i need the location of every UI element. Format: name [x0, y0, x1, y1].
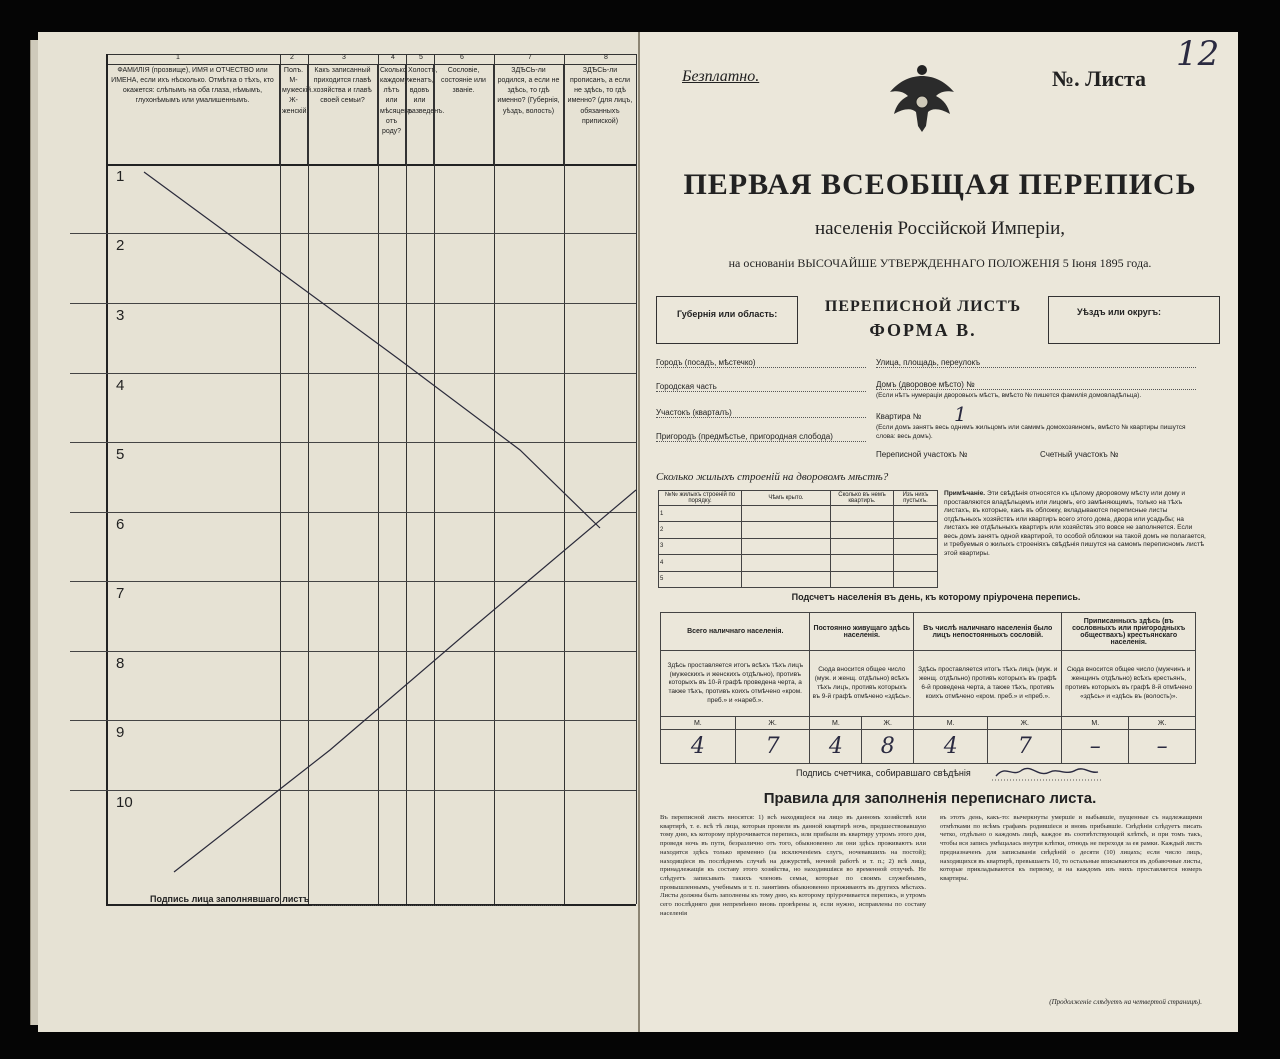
sex-label: Ж. — [735, 717, 810, 730]
column-number-7: 7 — [528, 54, 532, 61]
buildings-header-number: №№ жилыхъ строеній по порядку. — [659, 491, 742, 506]
tally-header-peasant: Приписанныхъ здѣсь (въ сословныхъ или пригородныхъ обществахъ) крестьянскаго населенія. — [1062, 613, 1196, 651]
buildings-table — [658, 490, 938, 588]
city-part-field: Городская часть — [656, 382, 866, 392]
district-label: Уѣздъ или округъ: — [1077, 307, 1162, 317]
free-label: Безплатно. — [682, 68, 760, 85]
city-field: Городъ (посадъ, мѣстечко) — [656, 358, 866, 368]
sex-label: М. — [914, 717, 988, 730]
tally-value: 8 — [862, 729, 914, 763]
header-age: Сколько каждому лѣтъ или мѣсяцевъ отъ роду? — [378, 64, 406, 164]
enumerator-label: Подпись счетчика, собиравшаго свѣдѣнія — [796, 768, 971, 778]
row-number: 6 — [116, 516, 125, 533]
rules-column-2: въ этотъ день, какъ-то: вычеркнуты умершіе и выбывшіе, пущенные съ надлежащими отмѣтками по всѣмъ графамъ родившіеся и вновь прибывшіе. Свѣдѣнія слѣдуетъ писать четко, отдѣльно о каждомъ лицѣ, каждое въ соотвѣтствующей клѣткѣ, и при томъ такъ, чтобы вся запись умѣщалась внутри клѣтки, отнюдь не переходя за ея рамки. Каждый листъ предназначенъ для записыванія свѣдѣній о десяти (10) лицахъ; если число лицъ, находящихся въ квартирѣ, превышаетъ 10, то остальные вписываются въ добавочные листы, которые прикладываются къ первому, и на каждомъ изъ нихъ проставляется номеръ квартиры. — [940, 814, 1202, 882]
header-estate: Сословіе, состояніе или званіе. — [434, 64, 494, 164]
signature-label: Подпись лица заполнявшаго листъ — [150, 894, 310, 904]
buildings-row-number: 5 — [659, 571, 742, 587]
row-number: 5 — [116, 446, 125, 463]
rules-column-1: Въ переписной листъ вносятся: 1) всѣ находящіеся на лицо въ данномъ хозяйствѣ или квартирѣ, т. е. всѣ тѣ лица, которыя провели въ данной квартирѣ ночь, предшествовавшую тому дню, къ которому пріурочивается перепись, или прибыли въ квартиру утромъ этого дня, проведя ночь въ пути, безразлично отъ того, обыкновенно ли они здѣсь проживаютъ или находятся здѣсь только временно (за исключеніемъ слугъ, ночевавшихъ на постой); находящіеся въ послѣднемъ случаѣ на дежурствѣ, ночной работѣ и т. п.; 2) всѣ лица, принадлежащія къ составу этого хозяйства, но находившіяся во временной отлучкѣ. Не слѣдуетъ записывать такихъ членовъ семьи, которые по своимъ служебнымъ, промышленнымъ, учебнымъ и т. п. занятіямъ обыкновенно проживаютъ въ другихъ мѣстахъ. Листы должны быть заполнены къ тому дню, къ которому пріурочивается перепись, и утромъ сего послѣдняго дня непремѣнно вновь провѣрены и, если нужно, исправлены по составу населенія — [660, 814, 926, 917]
legal-basis: на основаніи ВЫСОЧАЙШЕ УТВЕРЖДЕННАГО ПОЛОЖЕНІЯ 5 Іюня 1895 года. — [728, 256, 1152, 270]
buildings-row-number: 4 — [659, 555, 742, 571]
column-number-4: 4 — [391, 54, 395, 61]
form-code: ФОРМА В. — [869, 320, 977, 340]
row-number: 9 — [116, 724, 125, 741]
header-sex: Полъ. М-мужескій. Ж-женскій. — [280, 64, 308, 164]
tally-title: Подсчетъ населенія въ день, къ которому пріурочена перепись. — [791, 592, 1081, 602]
province-box — [656, 296, 798, 344]
province-label: Губернія или область: — [677, 309, 778, 319]
street-field: Улица, площадь, переулокъ — [876, 358, 1196, 368]
rules-title: Правила для заполненія переписнаго листа. — [763, 790, 1097, 807]
row-number: 8 — [116, 655, 125, 672]
population-tally-table — [660, 612, 1196, 764]
tally-value: 4 — [914, 729, 988, 763]
header-birthplace: ЗДѢСЬ-ли родился, а если не здѣсь, то гдѣ именно? (Губернія, уѣздъ, волость) — [494, 64, 564, 164]
note-text: Эти свѣдѣнія относятся къ цѣлому дворовому мѣсту или дому и проставляются владѣльцемъ или лицомъ, его замѣняющимъ, только на тѣхъ листахъ, въ которые, какъ въ обложку, вкладываются переписные листы отдѣльныхъ хозяйствъ или квартиръ всего этого дома, двора или усадьбы; на листахъ же отдѣльныхъ квартиръ или хозяйствъ это вовсе не заполняется. Если весь домъ занятъ одной квартирой, то особой обложки на такой домъ не полагается, и требуемыя о жилыхъ строеніяхъ свѣдѣнія пишутся на самомъ переписномъ листѣ этой квартиры. — [944, 490, 1206, 557]
form-title: ПЕРЕПИСНОЙ ЛИСТЪ — [824, 298, 1022, 315]
column-number-5: 5 — [419, 54, 423, 61]
sex-label: М. — [810, 717, 862, 730]
buildings-question: Сколько жилыхъ строеній на дворовомъ мѣстѣ? — [656, 471, 889, 483]
tally-value: – — [1129, 729, 1196, 763]
house-note: (Если нѣтъ нумераціи дворовыхъ мѣстъ, вмѣсто № пишется фамилія домовладѣльца). — [876, 392, 1142, 399]
tally-value: 4 — [810, 729, 862, 763]
row-number: 2 — [116, 237, 125, 254]
tally-value: 4 — [661, 729, 736, 763]
sex-label: Ж. — [862, 717, 914, 730]
document-title: ПЕРВАЯ ВСЕОБЩАЯ ПЕРЕПИСЬ — [683, 168, 1197, 201]
tally-value: 7 — [735, 729, 810, 763]
document-subtitle: населенія Россійской Имперіи, — [814, 218, 1066, 239]
column-number-6: 6 — [460, 54, 464, 61]
tally-desc-present: Здѣсь проставляется итогъ всѣхъ тѣхъ лицъ (мужескихъ и женскихъ отдѣльно), противъ которыхъ въ 10-й графѣ проведена черта, а также тѣхъ, противъ коихъ отмѣчено «кром. преб.» и «нареб.». — [661, 651, 810, 717]
apartment-field: Квартира № — [876, 412, 922, 421]
buildings-row-number: 2 — [659, 522, 742, 538]
row-number: 4 — [116, 377, 125, 394]
district-box — [1048, 296, 1220, 344]
row-number: 10 — [116, 794, 133, 811]
buildings-header-empty: Изъ нихъ пустыхъ. — [894, 491, 938, 506]
sex-label: Ж. — [1129, 717, 1196, 730]
sex-label: М. — [661, 717, 736, 730]
column-number-8: 8 — [604, 54, 608, 61]
sheet-number-value: 12 — [1176, 34, 1220, 74]
column-number-1: 1 — [176, 54, 180, 61]
tally-header-transient: Въ числѣ наличнаго населенія было лицъ непостоянныхъ сословій. — [914, 613, 1062, 651]
tally-desc-transient: Здѣсь проставляется итогъ тѣхъ лицъ (муж. и женщ. отдѣльно) противъ которыхъ въ графѣ 6-й проведена черта, а также тѣхъ, противъ коихъ отмѣчено «кром. преб.» и «преб.». — [914, 651, 1062, 717]
header-marital: Холостъ, женатъ, вдовъ или разведенъ. — [406, 64, 434, 164]
header-registered: ЗДѢСЬ-ли прописанъ, а если не здѣсь, то гдѣ именно? (для лицъ, обязанныхъ припиской) — [567, 67, 633, 125]
buildings-header-roof: Чѣмъ крыто. — [742, 491, 831, 506]
sex-label: Ж. — [988, 717, 1062, 730]
tally-header-permanent: Постоянно живущаго здѣсь населенія. — [810, 613, 914, 651]
tally-header-present: Всего наличнаго населенія. — [661, 613, 810, 651]
buildings-row-number: 3 — [659, 538, 742, 554]
header-name: ФАМИЛІЯ (прозвище), ИМЯ и ОТЧЕСТВО или ИМЕНА, если ихъ нѣсколько. Отмѣтка о тѣхъ, кто окажется: слѣпымъ на оба глаза, нѣмымъ, глухонѣмымъ или умалишеннымъ. — [106, 64, 280, 164]
apartment-note: (Если домъ занятъ весь однимъ жильцомъ или самимъ домохозяиномъ, вмѣсто № квартиры пишутся слова: весь домъ). — [876, 424, 1186, 440]
house-field: Домъ (дворовое мѣсто) № — [876, 380, 1196, 390]
rules-footer: (Продолженіе слѣдуетъ на четвертой страницѣ). — [1049, 998, 1202, 1006]
tally-value: – — [1062, 729, 1129, 763]
tally-value: 7 — [988, 729, 1062, 763]
apartment-value: 1 — [954, 402, 967, 426]
header-relation: Какъ записанный приходится главѣ хозяйства и главѣ своей семьи? — [308, 64, 378, 164]
column-number-3: 3 — [342, 54, 346, 61]
row-number: 7 — [116, 585, 125, 602]
note-title: Примѣчаніе. — [944, 490, 986, 497]
buildings-header-apartments: Сколько въ немъ квартиръ. — [831, 491, 894, 506]
tally-desc-permanent: Сюда вносится общее число (муж. и женщ. отдѣльно) всѣхъ тѣхъ лицъ, противъ которыхъ въ 9-й графѣ отмѣчено «здѣсь». — [810, 651, 914, 717]
sex-label: М. — [1062, 717, 1129, 730]
suburb-field: Пригородъ (предмѣстье, пригородная слобода) — [656, 432, 866, 442]
counting-section-field: Счетный участокъ № — [1040, 450, 1119, 459]
precinct-field: Участокъ (кварталъ) — [656, 408, 866, 418]
signature-line — [312, 905, 562, 906]
column-number-2: 2 — [290, 54, 294, 61]
census-section-field: Переписной участокъ № — [876, 450, 968, 459]
row-number: 3 — [116, 307, 125, 324]
tally-desc-peasant: Сюда вносится общее число (мужчинъ и женщинъ отдѣльно) всѣхъ крестьянъ, противъ которыхъ въ графѣ 8-й отмѣчено «здѣсь» и «здѣсь въ (волость)». — [1062, 651, 1196, 717]
double-headed-eagle-emblem — [882, 62, 962, 134]
buildings-row-number: 1 — [659, 506, 742, 522]
note-block — [944, 490, 1206, 559]
sheet-number-label: №. Листа — [1052, 66, 1147, 91]
row-number: 1 — [116, 168, 125, 185]
enumerator-signature — [992, 760, 1102, 784]
